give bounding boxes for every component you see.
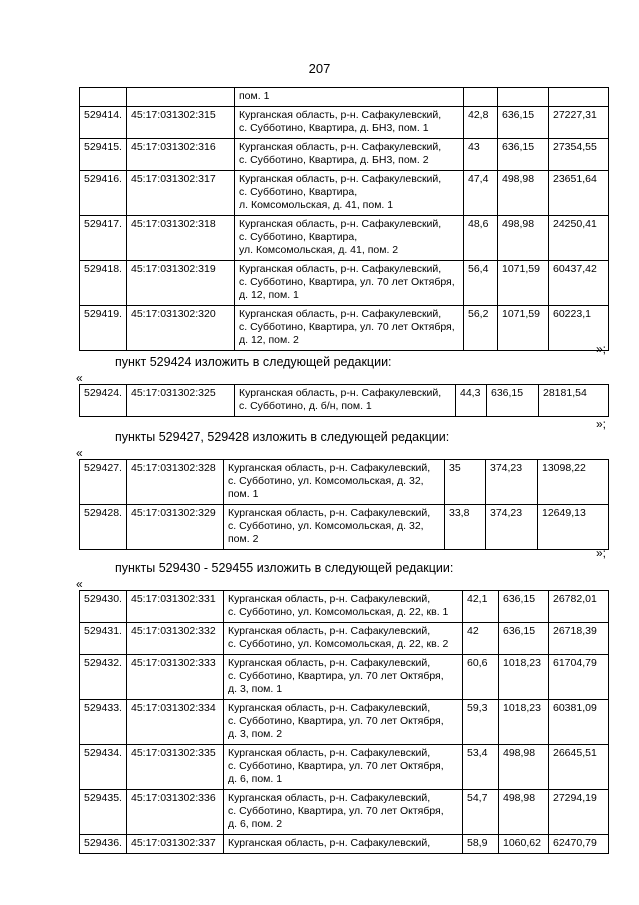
address-line: пом. 2	[228, 533, 259, 545]
table-row	[80, 88, 609, 107]
area-cell: 47,4	[464, 171, 498, 216]
table-row	[80, 835, 609, 854]
row-number-cell: 529418.	[80, 261, 127, 306]
row-number-cell	[80, 88, 127, 107]
area-cell: 56,2	[464, 306, 498, 351]
address-line: ул. Комсомольская, д. 41, пом. 2	[239, 244, 399, 256]
table-row	[80, 790, 609, 835]
open-quote-1: «	[76, 371, 83, 385]
table-row	[80, 460, 609, 505]
rate-cell	[498, 88, 549, 107]
rate-cell: 636,15	[498, 139, 549, 171]
area-cell: 54,7	[463, 790, 499, 835]
area-cell: 42,1	[463, 591, 499, 623]
row-number-cell: 529424.	[80, 385, 127, 417]
cadastral-number-cell: 45:17:031302:317	[127, 171, 235, 216]
address-cell	[235, 107, 464, 139]
address-line: д. 12, пом. 1	[239, 289, 299, 301]
value-cell: 62470,79	[549, 835, 609, 854]
address-line: Курганская область, р-н. Сафакулевский,	[239, 173, 442, 185]
value-cell: 60223,1	[549, 306, 609, 351]
address-cell	[224, 591, 463, 623]
row-number-cell: 529416.	[80, 171, 127, 216]
cadastral-number-cell: 45:17:031302:332	[127, 623, 224, 655]
cadastral-number-cell: 45:17:031302:319	[127, 261, 235, 306]
address-line: Курганская область, р-н. Сафакулевский,	[239, 218, 442, 230]
area-cell: 60,6	[463, 655, 499, 700]
address-line: Курганская область, р-н. Сафакулевский,	[228, 593, 431, 605]
value-cell: 23651,64	[549, 171, 609, 216]
table-row	[80, 623, 609, 655]
rate-cell: 1071,59	[498, 306, 549, 351]
address-line: Курганская область, р-н. Сафакулевский,	[228, 747, 431, 759]
table-row	[80, 107, 609, 139]
address-cell	[224, 790, 463, 835]
address-line: д. 6, пом. 1	[228, 773, 283, 785]
address-line: с. Субботино, Квартира, д. БН3, пом. 1	[239, 122, 429, 134]
table-row	[80, 745, 609, 790]
value-cell: 60381,09	[549, 700, 609, 745]
address-line: д. 3, пом. 1	[228, 683, 283, 695]
table-row	[80, 139, 609, 171]
address-line: Курганская область, р-н. Сафакулевский,	[239, 263, 442, 275]
value-cell: 27227,31	[549, 107, 609, 139]
rate-cell: 498,98	[498, 171, 549, 216]
address-line: пом. 1	[239, 90, 270, 102]
address-cell	[235, 216, 464, 261]
rate-cell: 636,15	[498, 107, 549, 139]
row-number-cell: 529433.	[80, 700, 127, 745]
table-row	[80, 655, 609, 700]
address-line: Курганская область, р-н. Сафакулевский,	[228, 507, 431, 519]
area-cell: 42	[463, 623, 499, 655]
area-cell: 35	[445, 460, 486, 505]
address-line: Курганская область, р-н. Сафакулевский,	[228, 462, 431, 474]
row-number-cell: 529431.	[80, 623, 127, 655]
table-row	[80, 171, 609, 216]
table-row	[80, 306, 609, 351]
close-quote-2: »;	[596, 417, 607, 431]
cadastral-number-cell: 45:17:031302:318	[127, 216, 235, 261]
address-line: д. 6, пом. 2	[228, 818, 283, 830]
rate-cell: 374,23	[486, 460, 538, 505]
row-number-cell: 529415.	[80, 139, 127, 171]
table-row	[80, 216, 609, 261]
address-line: с. Субботино, ул. Комсомольская, д. 32,	[228, 475, 424, 487]
cadastral-number-cell: 45:17:031302:316	[127, 139, 235, 171]
address-line: с. Субботино, ул. Комсомольская, д. 22, кв. 2	[228, 638, 449, 650]
row-number-cell: 529432.	[80, 655, 127, 700]
area-cell: 42,8	[464, 107, 498, 139]
address-cell	[235, 139, 464, 171]
area-cell: 58,9	[463, 835, 499, 854]
rate-cell: 1060,62	[499, 835, 549, 854]
address-line: с. Субботино, Квартира, ул. 70 лет Октября,	[239, 276, 455, 288]
cadastral-number-cell: 45:17:031302:331	[127, 591, 224, 623]
value-cell: 13098,22	[538, 460, 609, 505]
value-cell: 27294,19	[549, 790, 609, 835]
address-line: с. Субботино, д. б/н, пом. 1	[239, 400, 372, 412]
row-number-cell: 529435.	[80, 790, 127, 835]
address-line: Курганская область, р-н. Сафакулевский,	[239, 308, 442, 320]
value-cell	[549, 88, 609, 107]
address-line: Курганская область, р-н. Сафакулевский,	[228, 657, 431, 669]
cadastral-number-cell: 45:17:031302:333	[127, 655, 224, 700]
value-cell: 26718,39	[549, 623, 609, 655]
open-quote-3: «	[76, 577, 83, 591]
rate-cell: 636,15	[499, 591, 549, 623]
address-line: Курганская область, р-н. Сафакулевский,	[239, 387, 442, 399]
table-row	[80, 505, 609, 550]
area-cell: 48,6	[464, 216, 498, 261]
address-line: с. Субботино, ул. Комсомольская, д. 32,	[228, 520, 424, 532]
value-cell: 60437,42	[549, 261, 609, 306]
cadastral-number-cell: 45:17:031302:335	[127, 745, 224, 790]
cadastral-number-cell: 45:17:031302:334	[127, 700, 224, 745]
address-cell	[235, 171, 464, 216]
address-line: с. Субботино, ул. Комсомольская, д. 22, кв. 1	[228, 606, 449, 618]
cadastral-number-cell: 45:17:031302:328	[127, 460, 224, 505]
address-line: пом. 1	[228, 488, 259, 500]
value-cell: 26645,51	[549, 745, 609, 790]
address-cell	[235, 385, 456, 417]
page-number: 207	[308, 61, 331, 76]
address-cell	[235, 306, 464, 351]
rate-cell: 636,15	[499, 623, 549, 655]
address-line: с. Субботино, Квартира, ул. 70 лет Октября,	[228, 805, 444, 817]
close-quote-3: »;	[596, 546, 607, 560]
address-cell	[224, 835, 463, 854]
rate-cell: 498,98	[499, 745, 549, 790]
address-line: Курганская область, р-н. Сафакулевский,	[228, 837, 431, 849]
address-line: Курганская область, р-н. Сафакулевский,	[228, 625, 431, 637]
table-row	[80, 591, 609, 623]
address-line: л. Комсомольская, д. 41, пом. 1	[239, 199, 394, 211]
address-cell	[224, 745, 463, 790]
table-row	[80, 261, 609, 306]
address-cell	[235, 261, 464, 306]
area-cell: 33,8	[445, 505, 486, 550]
table-row	[80, 385, 609, 417]
value-cell: 24250,41	[549, 216, 609, 261]
table-3	[79, 459, 609, 550]
area-cell: 53,4	[463, 745, 499, 790]
table-1	[79, 87, 609, 351]
table-row	[80, 700, 609, 745]
row-number-cell: 529414.	[80, 107, 127, 139]
row-number-cell: 529434.	[80, 745, 127, 790]
area-cell: 43	[464, 139, 498, 171]
row-number-cell: 529419.	[80, 306, 127, 351]
open-quote-2: «	[76, 446, 83, 460]
cadastral-number-cell	[127, 88, 235, 107]
row-number-cell: 529417.	[80, 216, 127, 261]
cadastral-number-cell: 45:17:031302:329	[127, 505, 224, 550]
cadastral-number-cell: 45:17:031302:320	[127, 306, 235, 351]
address-line: с. Субботино, Квартира,	[239, 186, 358, 198]
rate-cell: 498,98	[499, 790, 549, 835]
table-2	[79, 384, 609, 417]
rate-cell: 498,98	[498, 216, 549, 261]
value-cell: 12649,13	[538, 505, 609, 550]
paragraph-2: пункты 529427, 529428 изложить в следующей редакции:	[115, 430, 450, 444]
cadastral-number-cell: 45:17:031302:315	[127, 107, 235, 139]
address-line: с. Субботино, Квартира, ул. 70 лет Октября,	[239, 321, 455, 333]
value-cell: 26782,01	[549, 591, 609, 623]
address-line: д. 3, пом. 2	[228, 728, 283, 740]
cadastral-number-cell: 45:17:031302:336	[127, 790, 224, 835]
address-line: с. Субботино, Квартира, д. БН3, пом. 2	[239, 154, 429, 166]
address-line: с. Субботино, Квартира, ул. 70 лет Октября,	[228, 760, 444, 772]
address-line: Курганская область, р-н. Сафакулевский,	[239, 109, 442, 121]
row-number-cell: 529428.	[80, 505, 127, 550]
address-cell	[235, 88, 464, 107]
address-cell	[224, 623, 463, 655]
area-cell: 59,3	[463, 700, 499, 745]
rate-cell: 374,23	[486, 505, 538, 550]
area-cell	[464, 88, 498, 107]
address-line: Курганская область, р-н. Сафакулевский,	[228, 702, 431, 714]
address-line: с. Субботино, Квартира, ул. 70 лет Октября,	[228, 670, 444, 682]
area-cell: 56,4	[464, 261, 498, 306]
row-number-cell: 529430.	[80, 591, 127, 623]
value-cell: 28181,54	[539, 385, 609, 417]
address-line: с. Субботино, Квартира,	[239, 231, 358, 243]
rate-cell: 1018,23	[499, 655, 549, 700]
cadastral-number-cell: 45:17:031302:337	[127, 835, 224, 854]
value-cell: 27354,55	[549, 139, 609, 171]
table-4	[79, 590, 609, 854]
address-line: Курганская область, р-н. Сафакулевский,	[239, 141, 442, 153]
cadastral-number-cell: 45:17:031302:325	[127, 385, 235, 417]
paragraph-1: пункт 529424 изложить в следующей редакции:	[115, 355, 392, 369]
rate-cell: 1018,23	[499, 700, 549, 745]
close-quote-1: »;	[596, 342, 607, 356]
rate-cell: 636,15	[487, 385, 539, 417]
paragraph-3: пункты 529430 - 529455 изложить в следующей редакции:	[115, 561, 454, 575]
address-cell	[224, 700, 463, 745]
row-number-cell: 529436.	[80, 835, 127, 854]
rate-cell: 1071,59	[498, 261, 549, 306]
address-line: с. Субботино, Квартира, ул. 70 лет Октября,	[228, 715, 444, 727]
address-cell	[224, 460, 445, 505]
address-line: Курганская область, р-н. Сафакулевский,	[228, 792, 431, 804]
area-cell: 44,3	[456, 385, 487, 417]
address-cell	[224, 505, 445, 550]
row-number-cell: 529427.	[80, 460, 127, 505]
address-cell	[224, 655, 463, 700]
address-line: д. 12, пом. 2	[239, 334, 299, 346]
value-cell: 61704,79	[549, 655, 609, 700]
